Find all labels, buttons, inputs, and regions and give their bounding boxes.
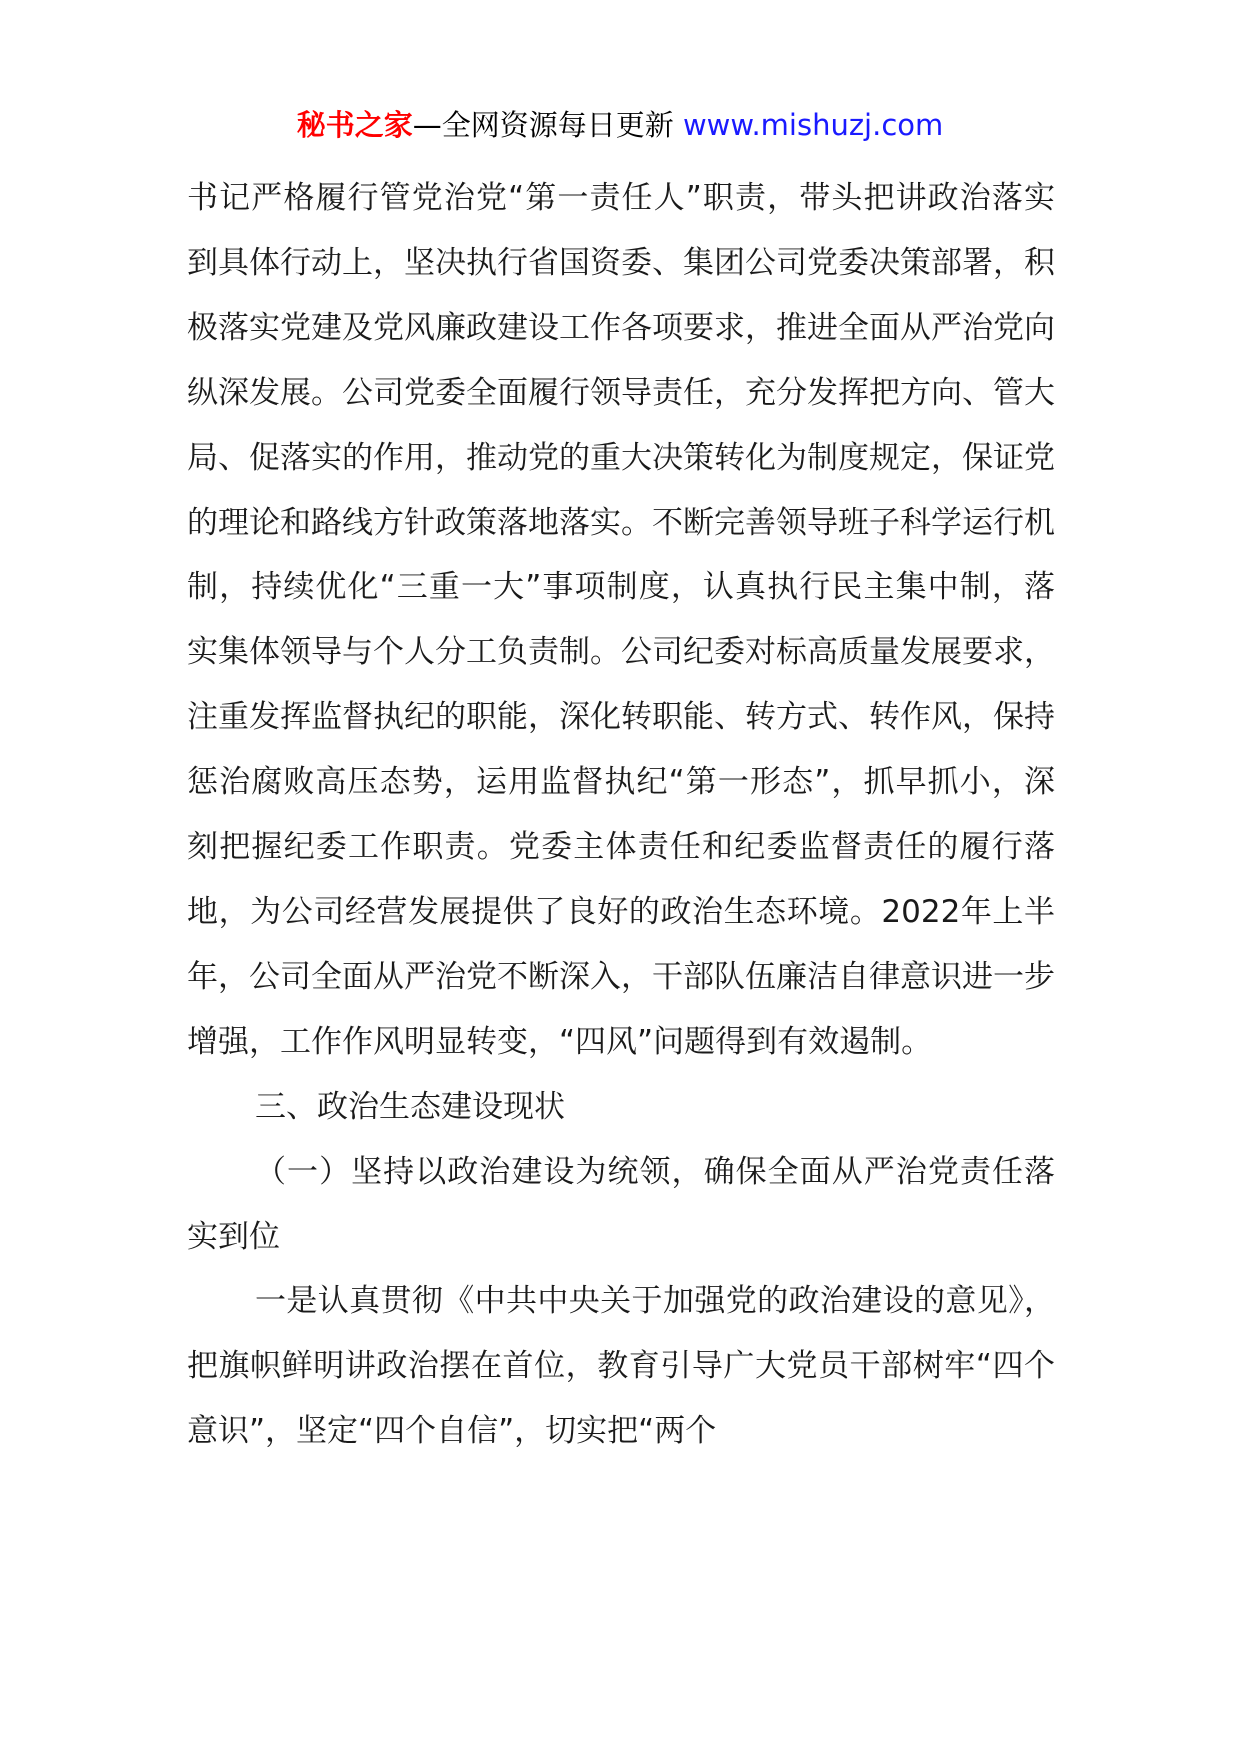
paragraph: 一是认真贯彻《中共中央关于加强党的政治建设的意见》，把旗帜鲜明讲政治摆在首位，教育引导广大党员干部树牢“四个意识”，坚定“四个自信”，切实把“两个 [187, 1283, 1055, 1450]
website-link[interactable]: www.mishuzj.com [682, 108, 944, 142]
page-header [0, 103, 1240, 147]
paragraph-continued: 书记严格履行管党治党“第一责任人”职责，带头把讲政治落实到具体行动上，坚决执行省国资委、集团公司党委决策部署，积极落实党建及党风廉政建设工作各项要求，推进全面从严治党向纵深发展。公司党委全面履行领导责任，充分发挥把方向、管大局、促落实的作用，推动党的重大决策转化为制度规定，保证党的理论和路线方针政策落地落实。不断完善领导班子科学运行机制，持续优化“三重一大”事项制度，认真执行民主集中制，落实集体领导与个人分工负责制。公司纪委对标高质量发展要求，注重发挥监督执纪的职能，深化转职能、转方式、转作风，保持惩治腐败高压态势，运用监督执纪“第一形态”，抓早抓小，深刻把握纪委工作职责。党委主体责任和纪委监督责任的履行落地，为公司经营发展提供了良好的政治生态环境。2022年上半年，公司全面从严治党不断深入，干部队伍廉洁自律意识进一步增强，工作作风明显转变，“四风”问题得到有效遏制。 [187, 180, 1055, 1060]
subsection-heading: （一）坚持以政治建设为统领，确保全面从严治党责任落实到位 [187, 1153, 1055, 1255]
document-body [187, 166, 1055, 1464]
section-heading: 三、政治生态建设现状 [255, 1088, 565, 1125]
brand-name: 秘书之家 [296, 108, 413, 142]
header-tagline: —全网资源每日更新 [412, 108, 683, 142]
